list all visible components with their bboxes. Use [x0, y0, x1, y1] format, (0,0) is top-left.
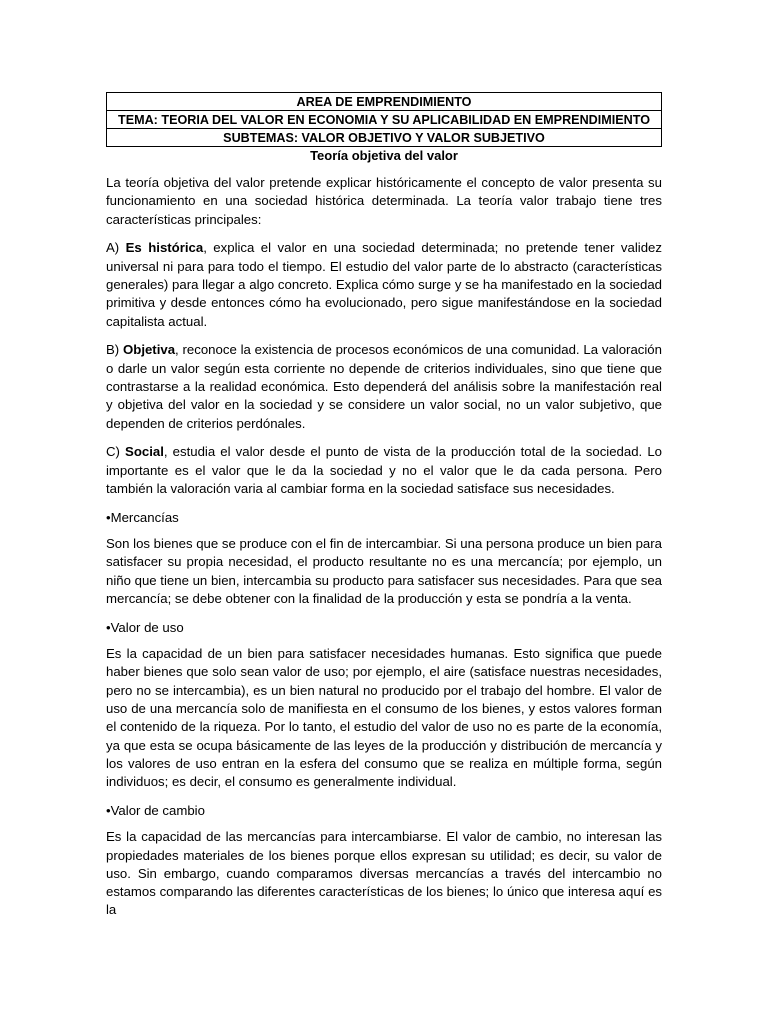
valor-cambio-heading: •Valor de cambio: [106, 802, 205, 818]
item-b-text: , reconoce la existencia de procesos económicos de una comunidad. La valoración o darle un valor según esta corriente no depende de criterios individuales, sino que tiene que contrastarse a la realidad económica. Esto dependerá del análisis sobre la manifestación real y objetiva del valor en la sociedad y se considere un valor social, no un valor subjetivo, que dependen de criterios perdónales.: [106, 342, 662, 431]
item-b-prefix: B): [106, 342, 123, 358]
item-a-prefix: A): [106, 240, 126, 256]
item-b-label: Objetiva: [123, 342, 176, 358]
header-tema: TEMA: TEORIA DEL VALOR EN ECONOMIA Y SU APLICABILIDAD EN EMPRENDIMIENTO: [107, 111, 662, 129]
item-c-paragraph: [106, 443, 662, 498]
item-c-prefix: C): [106, 444, 126, 460]
item-a-paragraph: [106, 239, 662, 330]
mercancias-heading: •Mercancías: [106, 509, 179, 525]
valor-uso-paragraph: Es la capacidad de un bien para satisfacer necesidades humanas. Esto significa que puede haber bienes que solo sean valor de uso; por ejemplo, el aire (satisface nuestras necesidades, pero no se intercambia), es un bien natural no producido por el trabajo del hombre. El valor de uso de una mercancía solo de manifiesta en el consumo de los bienes, y estos valores forman el contenido de la riqueza. Por lo tanto, el estudio del valor de uso no es parte de la economía, ya que esta se ocupa básicamente de las leyes de la producción y distribución de mercancía y los valores de uso entran en la esfera del consumo que se realiza en múltiple forma, según individuos; es decir, el consumo es generalmente individual.: [106, 646, 662, 790]
header-subtemas: SUBTEMAS: VALOR OBJETIVO Y VALOR SUBJETIVO: [107, 129, 662, 147]
item-a-text: , explica el valor en una sociedad determinada; no pretende tener validez universal ni para para todo el tiempo. El estudio del valor parte de lo abstracto (características generales) para llegar a algo concreto. Explica cómo surge y se ha manifestado en la sociedad primitiva y desde entonces cómo ha evolucionado, pero sigue manifestándose en la sociedad capitalista actual.: [106, 240, 662, 329]
section-title: Teoría objetiva del valor: [310, 148, 458, 163]
mercancias-paragraph: Son los bienes que se produce con el fin de intercambiar. Si una persona produce un bien para satisfacer su propia necesidad, el producto resultante no es una mercancía; por ejemplo, un niño que tiene un bien, intercambia su producto para satisfacer sus necesidades. Para que sea mercancía; se debe obtener con la finalidad de la producción y esta se pondría a la venta.: [106, 536, 662, 606]
valor-uso-heading: •Valor de uso: [106, 619, 184, 635]
item-c-text: , estudia el valor desde el punto de vista de la producción total de la sociedad. Lo importante es el valor que le da la sociedad y no el valor que le da cada persona. Pero también la valoración varia al cambiar forma en la sociedad satisface sus necesidades.: [106, 444, 662, 496]
header-table: [106, 92, 662, 147]
intro-paragraph: La teoría objetiva del valor pretende explicar históricamente el concepto de valor presenta su funcionamiento en una sociedad histórica determinada. La teoría valor trabajo tiene tres características principales:: [106, 175, 662, 227]
item-b-paragraph: [106, 341, 662, 432]
header-area: AREA DE EMPRENDIMIENTO: [107, 93, 662, 111]
item-a-label: Es histórica: [125, 240, 204, 256]
valor-cambio-paragraph: Es la capacidad de las mercancías para intercambiarse. El valor de cambio, no interesan las propiedades materiales de los bienes porque ellos expresan su utilidad; es decir, su valor de uso. Sin embargo, cuando comparamos diversas mercancías a través del intercambio no estamos comparando las diferentes características de los bienes; lo único que interesa aquí es la: [106, 829, 662, 918]
item-c-label: Social: [125, 444, 164, 460]
document-body: [106, 174, 662, 920]
